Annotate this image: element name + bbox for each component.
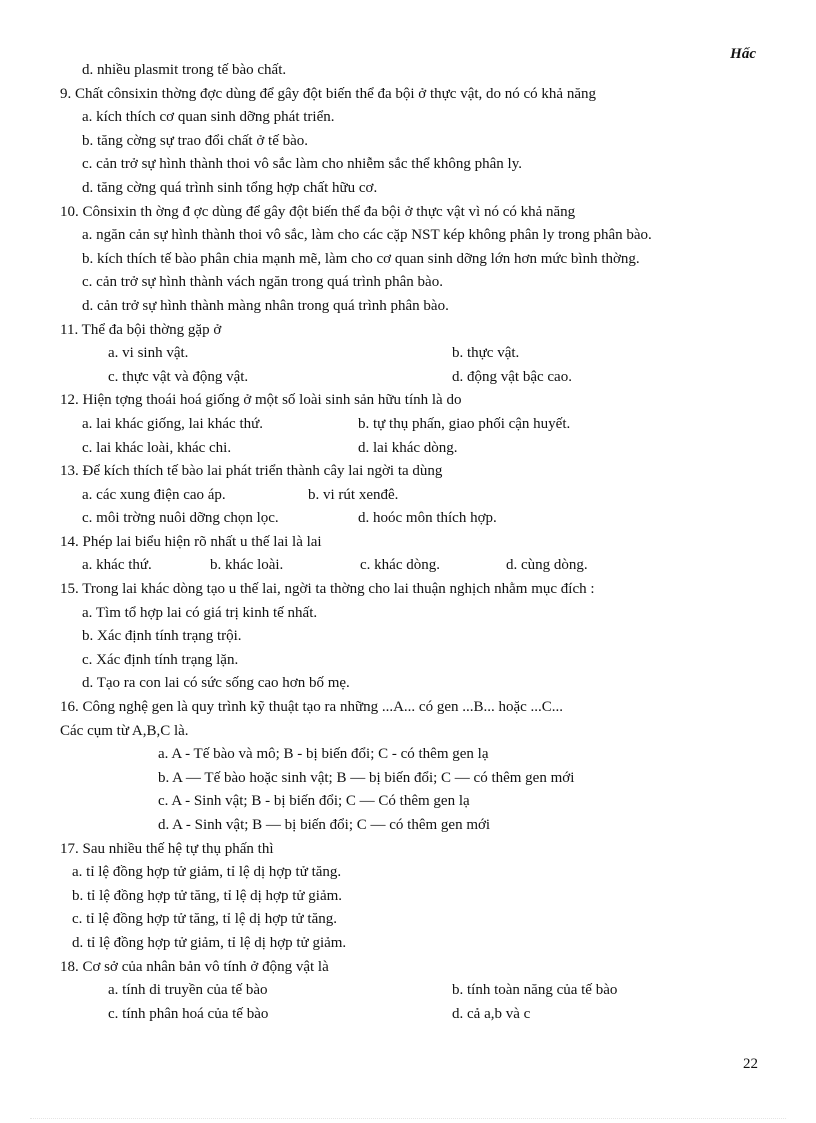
option-line: b. Xác định tính trạng trội. <box>82 628 242 645</box>
option-line: a. A - Tế bào và mô; B - bị biến đổi; C - có thêm gen lạ <box>158 746 489 763</box>
question-15: 15. Trong lai khác dòng tạo u thế lai, ngời ta thờng cho lai thuận nghịch nhằm mục đích : <box>60 581 595 598</box>
option-line: d. nhiều plasmit trong tế bào chất. <box>82 62 287 78</box>
option-b: b. thực vật. <box>452 345 520 362</box>
option-line: b. kích thích tế bào phân chia mạnh mẽ, làm cho cơ quan sinh dỡng lớn hơn mức bình thờng. <box>82 250 640 267</box>
option-c: c. môi trờng nuôi dỡng chọn lọc. <box>82 510 279 527</box>
option-c: c. khác dòng. <box>360 557 440 574</box>
option-line: d. Tạo ra con lai có sức sống cao hơn bố mẹ. <box>82 675 350 692</box>
option-d: d. hoóc môn thích hợp. <box>358 510 497 527</box>
option-d: d. cùng dòng. <box>506 557 588 574</box>
option-a: a. tính di truyền của tế bào <box>108 982 268 999</box>
option-row <box>60 554 758 578</box>
option-a: a. các xung điện cao áp. <box>82 486 226 503</box>
question-17: 17. Sau nhiều thế hệ tự thụ phấn thì <box>60 840 274 857</box>
question-11: 11. Thể đa bội thờng gặp ở <box>60 321 222 338</box>
option-line: b. tỉ lệ đồng hợp tử tăng, tỉ lệ dị hợp tử giảm. <box>72 887 343 904</box>
option-c: c. lai khác loài, khác chi. <box>82 439 232 456</box>
option-a: a. lai khác giống, lai khác thứ. <box>82 415 263 432</box>
option-a: a. khác thứ. <box>82 557 152 574</box>
option-line: c. cản trở sự hình thành thoi vô sắc làm cho nhiễm sắc thể không phân ly. <box>82 156 522 173</box>
question-16-subtitle: Các cụm từ A,B,C là. <box>60 722 189 739</box>
option-b: b. tự thụ phấn, giao phối cận huyết. <box>358 415 571 432</box>
option-line: b. A — Tế bào hoặc sinh vật; B — bị biến đổi; C — có thêm gen mới <box>158 769 575 786</box>
option-b: b. vi rút xenđê. <box>308 486 399 503</box>
option-row <box>60 342 758 366</box>
option-b: b. khác loài. <box>210 557 284 574</box>
question-18: 18. Cơ sở của nhân bản vô tính ở động vật là <box>60 958 329 975</box>
option-row <box>60 484 758 508</box>
option-row <box>60 437 758 461</box>
question-10: 10. Cônsixin th ờng đ ợc dùng để gây đột biến thể đa bội ở thực vật vì nó có khả năng <box>60 203 576 220</box>
option-row <box>60 1003 758 1027</box>
option-d: d. động vật bậc cao. <box>452 368 572 385</box>
option-a: a. vi sinh vật. <box>108 345 189 362</box>
question-16: 16. Công nghệ gen là quy trình kỹ thuật tạo ra những ...A... có gen ...B... hoặc ...C... <box>60 699 564 716</box>
option-line: c. Xác định tính trạng lặn. <box>82 651 239 668</box>
option-c: c. tính phân hoá của tế bào <box>108 1005 269 1022</box>
option-row <box>60 413 758 437</box>
option-line: a. tỉ lệ đồng hợp tử giảm, tỉ lệ dị hợp tử tăng. <box>72 864 342 881</box>
option-line: d. cản trở sự hình thành màng nhân trong quá trình phân bào. <box>82 297 449 314</box>
option-row <box>60 507 758 531</box>
page-number: 22 <box>743 1056 758 1072</box>
question-12: 12. Hiện tợng thoái hoá giống ở một số loài sinh sản hữu tính là do <box>60 392 462 409</box>
question-14: 14. Phép lai biểu hiện rõ nhất u thế lai là lai <box>60 533 322 550</box>
question-13: 13. Để kích thích tế bào lai phát triển thành cây lai ngời ta dùng <box>60 463 443 480</box>
page-bottom-divider <box>30 1118 786 1119</box>
option-line: d. tỉ lệ đồng hợp tử giảm, tỉ lệ dị hợp tử giảm. <box>72 934 347 951</box>
option-d: d. cả a,b và c <box>452 1005 531 1022</box>
option-line: c. tỉ lệ đồng hợp tử tăng, tỉ lệ dị hợp tử tăng. <box>72 911 338 928</box>
option-line: c. cản trở sự hình thành vách ngăn trong quá trình phân bào. <box>82 274 443 291</box>
document-body <box>60 59 758 1026</box>
option-line: d. tăng cờng quá trình sinh tổng hợp chất hữu cơ. <box>82 179 378 196</box>
page-header: Hấc <box>730 46 756 62</box>
option-line: b. tăng cờng sự trao đổi chất ở tế bào. <box>82 132 309 149</box>
option-d: d. lai khác dòng. <box>358 439 458 456</box>
option-c: c. thực vật và động vật. <box>108 368 249 385</box>
question-9: 9. Chất cônsixin thờng đợc dùng để gây đột biến thể đa bội ở thực vật, do nó có khả năng <box>60 85 596 102</box>
option-line: a. Tìm tổ hợp lai có giá trị kinh tế nhất. <box>82 604 318 621</box>
option-row <box>60 366 758 390</box>
option-line: a. ngăn cản sự hình thành thoi vô sắc, làm cho các cặp NST kép không phân ly trong phân bào. <box>82 227 652 244</box>
option-b: b. tính toàn năng của tế bào <box>452 982 618 999</box>
option-line: a. kích thích cơ quan sinh dỡng phát triển. <box>82 109 335 126</box>
option-line: c. A - Sinh vật; B - bị biến đổi; C — Có thêm gen lạ <box>158 793 470 810</box>
option-row <box>60 979 758 1003</box>
option-line: d. A - Sinh vật; B — bị biến đổi; C — có thêm gen mới <box>158 817 491 833</box>
